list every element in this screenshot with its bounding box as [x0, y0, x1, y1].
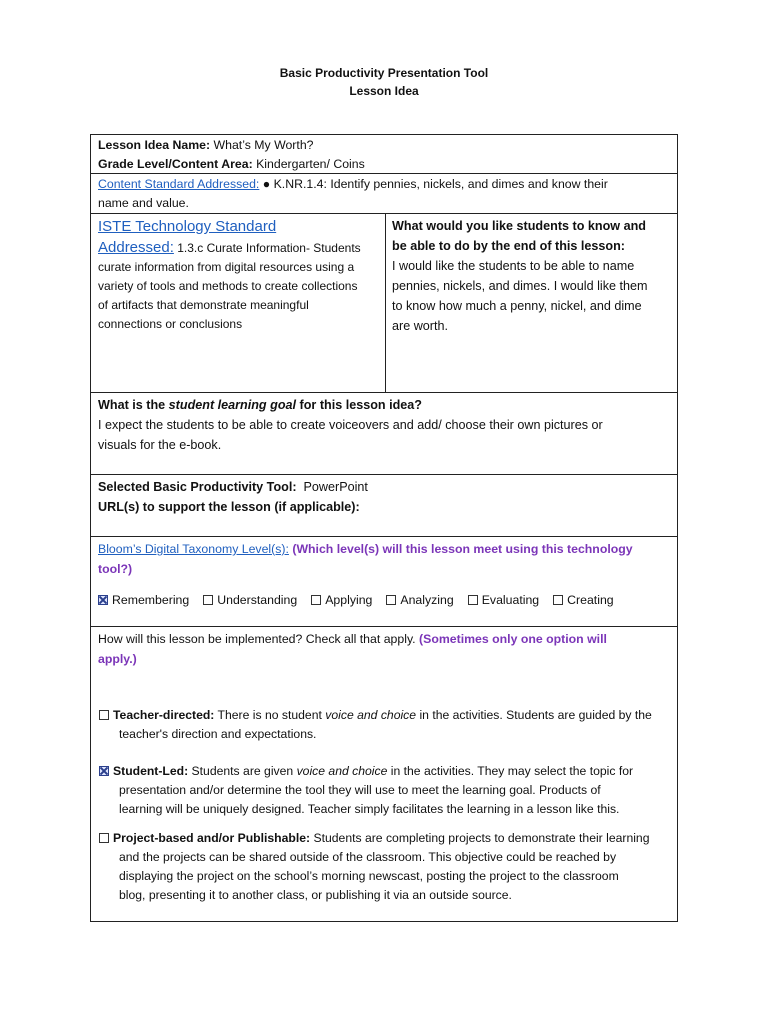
tool-row	[91, 475, 677, 537]
option-teacher-directed[interactable]: Teacher-directed: There is no student voice and choice in the activities. Students are guided by the teacher's direction and expectations.	[99, 706, 671, 744]
checkbox-icon[interactable]	[468, 595, 478, 605]
tool-label: Selected Basic Productivity Tool:	[98, 480, 297, 494]
lesson-name-label: Lesson Idea Name:	[98, 138, 211, 152]
content-standard-row	[91, 174, 677, 214]
lesson-info-row	[91, 135, 677, 174]
bloom-taxonomy-link[interactable]: Bloom’s Digital Taxonomy Level(s):	[98, 542, 289, 556]
learning-goal-answer-2: visuals for the e-book.	[98, 438, 222, 452]
checkbox-icon[interactable]	[553, 595, 563, 605]
learning-goal-answer-1: I expect the students to be able to create voiceovers and add/ choose their own pictures or	[98, 418, 603, 432]
learning-goal-question: What is the student learning goal for this lesson idea?	[98, 398, 422, 412]
lesson-name-value: What’s My Worth?	[213, 138, 314, 152]
know-cell	[392, 216, 676, 336]
checkbox-icon[interactable]	[386, 595, 396, 605]
iste-text-5: connections or conclusions	[98, 317, 243, 331]
learning-goal-row	[91, 393, 677, 475]
bloom-row	[91, 537, 677, 627]
content-standard-link[interactable]: Content Standard Addressed:	[98, 177, 260, 191]
implementation-row	[91, 627, 677, 923]
bloom-question-2: tool?)	[98, 562, 133, 576]
iste-text-3: variety of tools and methods to create collections	[98, 279, 358, 293]
implementation-note-1: (Sometimes only one option will	[419, 632, 607, 646]
iste-addressed-link[interactable]: Addressed:	[98, 239, 174, 256]
checkbox-icon[interactable]	[98, 595, 108, 605]
iste-text-2: curate information from digital resources using a	[98, 260, 355, 274]
checkbox-icon[interactable]	[99, 833, 109, 843]
iste-cell	[91, 214, 386, 392]
url-label: URL(s) to support the lesson (if applicable):	[98, 500, 360, 514]
bloom-level-creating[interactable]: Creating	[553, 593, 613, 607]
know-question-2: be able to do by the end of this lesson:	[392, 239, 626, 253]
know-answer-4: are worth.	[392, 319, 448, 333]
bloom-level-remembering[interactable]: Remembering	[98, 593, 189, 607]
bloom-level-analyzing[interactable]: Analyzing	[386, 593, 453, 607]
bloom-level-applying[interactable]: Applying	[311, 593, 372, 607]
implementation-question: How will this lesson be implemented? Check all that apply.	[98, 632, 416, 646]
document-subtitle: Lesson Idea	[349, 84, 419, 98]
checkbox-icon[interactable]	[99, 710, 109, 720]
option-student-led[interactable]: Student-Led: Students are given voice and choice in the activities. They may select the topic for presentation and/or determine the tool they will use to meet the learning goal. Products of learning will be uniquely designed. Teacher simply facilitates the learning in a lesson like this.	[99, 762, 671, 819]
content-standard-text-1: ● K.NR.1.4: Identify pennies, nickels, and dimes and know their	[262, 177, 608, 191]
know-answer-1: I would like the students to be able to name	[392, 259, 635, 273]
implementation-note-2: apply.)	[98, 652, 137, 666]
know-question-1: What would you like students to know and	[392, 219, 646, 233]
lesson-form	[90, 134, 678, 922]
tool-value: PowerPoint	[303, 480, 368, 494]
iste-standard-link[interactable]: ISTE Technology Standard	[98, 218, 277, 235]
iste-text-4: of artifacts that demonstrate meaningful	[98, 298, 309, 312]
checkbox-icon[interactable]	[203, 595, 213, 605]
grade-level-label: Grade Level/Content Area:	[98, 157, 253, 171]
document-title: Basic Productivity Presentation Tool	[279, 66, 489, 80]
bloom-levels	[98, 593, 614, 607]
bloom-question-1: (Which level(s) will this lesson meet using this technology	[292, 542, 633, 556]
option-project-based[interactable]: Project-based and/or Publishable: Students are completing projects to demonstrate their learning and the projects can be shared outside of the classroom. This objective could be reached by displaying the project on the school’s morning newscast, posting the project to the classroom blog, presenting it to another class, or publishing it via an outside source.	[99, 829, 671, 905]
know-answer-3: to know how much a penny, nickel, and dime	[392, 299, 642, 313]
iste-row	[91, 214, 677, 393]
checkbox-icon[interactable]	[311, 595, 321, 605]
grade-level-value: Kindergarten/ Coins	[256, 157, 365, 171]
content-standard-text-2: name and value.	[98, 196, 189, 210]
bloom-level-evaluating[interactable]: Evaluating	[468, 593, 539, 607]
checkbox-icon[interactable]	[99, 766, 109, 776]
know-answer-2: pennies, nickels, and dimes. I would like them	[392, 279, 648, 293]
bloom-level-understanding[interactable]: Understanding	[203, 593, 297, 607]
iste-text-1: 1.3.c Curate Information- Students	[177, 241, 361, 255]
